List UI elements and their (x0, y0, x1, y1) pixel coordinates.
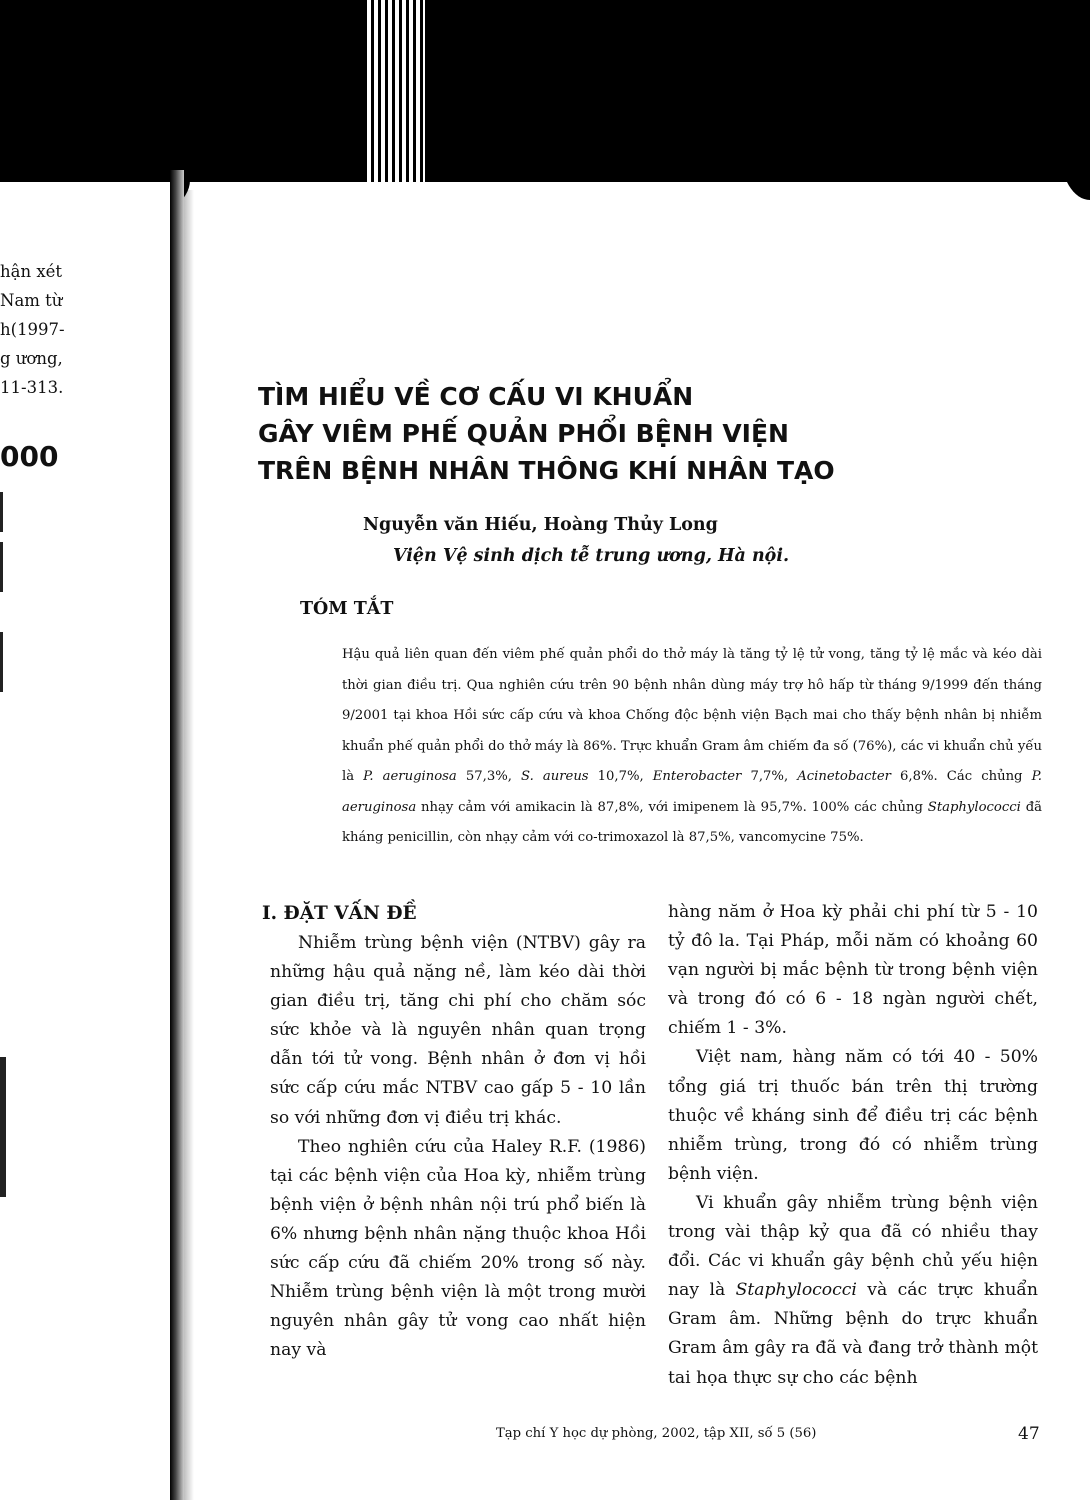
abstract-segment: 7,7%, (741, 769, 798, 784)
facing-page-mark (0, 632, 3, 692)
facing-page-mark (0, 542, 3, 592)
organism-name: Staphylococci (735, 1280, 857, 1301)
facing-page-heading: 000 (0, 440, 59, 473)
facing-page-line: Nam từ (0, 291, 63, 310)
facing-page-mark (0, 1057, 6, 1197)
abstract-segment: 10,7%, (588, 769, 653, 784)
facing-page-line: 11-313. (0, 378, 64, 397)
affiliation: Viện Vệ sinh dịch tễ trung ương, Hà nội. (393, 546, 790, 566)
section-heading: I. ĐẶT VẤN ĐỀ (262, 903, 417, 924)
organism-name: S. aureus (521, 769, 589, 784)
body-column-right (668, 898, 1038, 1393)
body-paragraph: Việt nam, hàng năm có tới 40 - 50% tổng giá trị thuốc bán trên thị trường thuộc về kháng sinh để điều trị các bệnh nhiễm trùng, trong đó có nhiễm trùng bệnh viện. (668, 1047, 1038, 1184)
facing-page-line: hận xét (0, 262, 63, 281)
article-title (258, 378, 898, 489)
body-column-left (270, 929, 646, 1365)
abstract-text (342, 640, 1042, 854)
journal-footer: Tạp chí Y học dự phòng, 2002, tập XII, số 5 (56) (496, 1426, 817, 1441)
title-line: TRÊN BỆNH NHÂN THÔNG KHÍ NHÂN TẠO (258, 456, 835, 485)
organism-name: P. aeruginosa (342, 769, 1042, 815)
abstract-segment: nhạy cảm với amikacin là 87,8%, với imipenem là 95,7%. 100% các chủng (416, 799, 928, 815)
page-number: 47 (1018, 1424, 1040, 1444)
abstract-segment: 6,8%. Các chủng (890, 769, 1032, 784)
body-segment: Vi khuẩn gây nhiễm trùng bệnh viện trong vài thập kỷ qua đã có nhiều thay đổi. Các vi khuẩn gây bệnh chủ yếu hiện nay là (668, 1192, 1038, 1301)
binding-stripes (367, 0, 425, 182)
abstract-segment: đã kháng penicillin, còn nhạy cảm với co-trimoxazol là 87,5%, vancomycine 75%. (342, 799, 1043, 845)
organism-name: Enterobacter (652, 769, 742, 784)
body-paragraph: Nhiễm trùng bệnh viện (NTBV) gây ra những hậu quả nặng nề, làm kéo dài thời gian điều trị, tăng chi phí cho chăm sóc sức khỏe và là nguyên nhân quan trọng dẫn tới tử vong. Bệnh nhân ở đơn vị hồi sức cấp cứu mắc NTBV cao gấp 5 - 10 lần so với những đơn vị điều trị khác. (270, 933, 646, 1128)
body-segment: và các trực khuẩn Gram âm. Những bệnh do trực khuẩn Gram âm gây ra đã và đang trở thành một tai họa thực sự cho các bệnh (668, 1280, 1038, 1388)
title-line: TÌM HIỂU VỀ CƠ CẤU VI KHUẨN (258, 382, 694, 411)
body-paragraph: Theo nghiên cứu của Haley R.F. (1986) tại các bệnh viện của Hoa kỳ, nhiễm trùng bệnh viện ở bệnh nhân nội trú phổ biến là 6% nhưng bệnh nhân nặng thuộc khoa Hồi sức cấp cứu đã chiếm 20% trong số này. Nhiễm trùng bệnh viện là một trong mười nguyên nhân gây tử vong cao nhất hiện nay và (270, 1136, 646, 1361)
spine-shadow (184, 190, 194, 1500)
title-line: GÂY VIÊM PHẾ QUẢN PHỔI BỆNH VIỆN (258, 419, 789, 448)
body-paragraph: hàng năm ở Hoa kỳ phải chi phí từ 5 - 10 tỷ đô la. Tại Pháp, mỗi năm có khoảng 60 vạn người bị mắc bệnh từ trong bệnh viện và trong đó có 6 - 18 ngàn người chết, chiếm 1 - 3%. (668, 902, 1038, 1039)
scanner-shadow-right (1060, 140, 1090, 200)
organism-name: Staphylococci (927, 799, 1021, 815)
facing-page-mark (0, 492, 3, 532)
facing-page-line: g ương, (0, 349, 63, 368)
abstract-heading: TÓM TẮT (300, 599, 394, 619)
body-paragraph (668, 1189, 1038, 1393)
book-spine (170, 170, 184, 1500)
organism-name: P. aeruginosa (363, 769, 457, 784)
facing-page-remnant (0, 182, 170, 1500)
facing-page-line: h(1997- (0, 320, 65, 339)
organism-name: Acinetobacter (797, 769, 891, 784)
abstract-segment: 57,3%, (456, 769, 522, 784)
abstract-segment: Hậu quả liên quan đến viêm phế quản phổi do thở máy là tăng tỷ lệ tử vong, tăng tỷ lệ mắc và kéo dài thời gian điều trị. Qua nghiên cứu trên 90 bệnh nhân dùng máy trợ hô hấp từ tháng 9/1999 đến tháng 9/2001 tại khoa Hồi sức cấp cứu và khoa Chống độc bệnh viện Bạch mai cho thấy bệnh nhân bị nhiễm khuẩn phế quản phổi do thở máy là 86%. Trực khuẩn Gram âm chiếm đa số (76%), các vi khuẩn chủ yếu là (342, 647, 1042, 784)
authors: Nguyễn văn Hiếu, Hoàng Thủy Long (363, 515, 718, 535)
